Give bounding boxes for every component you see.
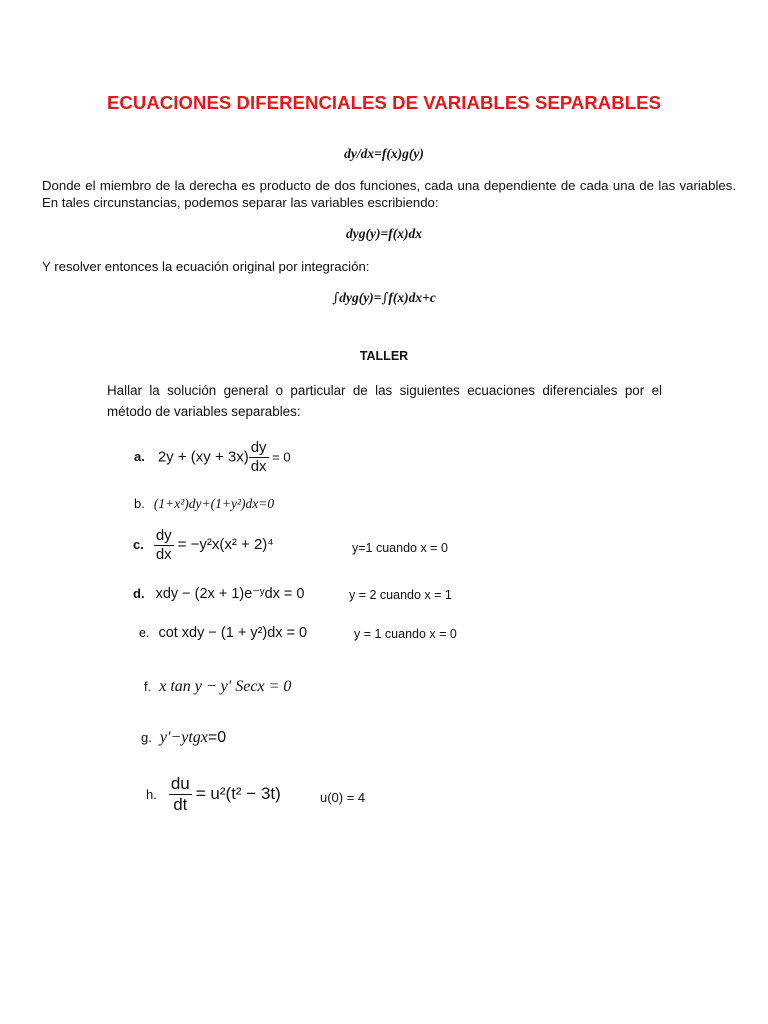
exercise-c bbox=[133, 528, 274, 563]
resolve-text: Y resolver entonces la ecuación original por integración: bbox=[42, 259, 370, 274]
exercise-h-rhs: = u²(t² − 3t) bbox=[195, 784, 281, 804]
exercise-a-rhs: = 0 bbox=[268, 449, 291, 465]
fraction-numerator: dy bbox=[250, 439, 267, 456]
exercise-g-expr: y′−ytgx bbox=[159, 729, 208, 746]
exercise-label: d. bbox=[133, 586, 145, 601]
derivative-fraction bbox=[249, 440, 269, 475]
fraction-numerator: du bbox=[170, 774, 190, 793]
exercise-label: f. bbox=[144, 679, 152, 694]
exercise-d-expr: xdy − (2x + 1)e⁻ʸdx = 0 bbox=[155, 586, 305, 602]
derivative-fraction bbox=[169, 775, 192, 814]
exercise-label: e. bbox=[139, 626, 150, 640]
exercise-c-condition: y=1 cuando x = 0 bbox=[352, 541, 448, 555]
separated-equation: dyg(y)=f(x)dx bbox=[346, 226, 422, 241]
fraction-denominator: dx bbox=[250, 457, 267, 475]
exercise-b bbox=[134, 496, 274, 512]
derivative-fraction bbox=[154, 528, 174, 563]
integral-left: dyg(y)= bbox=[339, 290, 382, 305]
exercise-f-expr: x tan y − y′ Secx = 0 bbox=[159, 678, 292, 695]
exercise-g bbox=[141, 729, 226, 747]
integral-right: f(x)dx+c bbox=[388, 290, 436, 305]
exercise-label: a. bbox=[134, 449, 145, 465]
exercise-g-tail: =0 bbox=[207, 729, 227, 746]
exercise-h-condition: u(0) = 4 bbox=[320, 790, 366, 805]
exercise-e-condition: y = 1 cuando x = 0 bbox=[354, 627, 457, 641]
page-title: ECUACIONES DIFERENCIALES DE VARIABLES SEPARABLES bbox=[106, 92, 662, 113]
instructions-paragraph: Hallar la solución general o particular de las siguientes ecuaciones diferenciales por el método de variables separables: bbox=[107, 383, 662, 419]
exercise-a bbox=[134, 440, 291, 475]
fraction-denominator: dx bbox=[155, 545, 172, 563]
intro-paragraph: Donde el miembro de la derecha es producto de dos funciones, cada una dependiente de cada una de las variables. En tales circunstancias, podemos separar las variables escribiendo: bbox=[42, 178, 736, 210]
exercise-b-expr: (1+x²)dy+(1+y²)dx=0 bbox=[153, 496, 275, 511]
integral-sign: ∫ bbox=[381, 290, 389, 306]
exercise-e-expr: cot xdy − (1 + y²)dx = 0 bbox=[158, 625, 308, 641]
exercise-label: b. bbox=[134, 496, 145, 511]
separable-form-equation: dy/dx=f(x)g(y) bbox=[344, 146, 424, 161]
fraction-denominator: dt bbox=[173, 794, 188, 814]
exercise-d-condition: y = 2 cuando x = 1 bbox=[349, 588, 452, 602]
fraction-numerator: dy bbox=[155, 527, 172, 544]
exercise-label: h. bbox=[146, 787, 157, 803]
exercise-h bbox=[146, 775, 281, 814]
exercise-d bbox=[133, 586, 305, 602]
integral-equation bbox=[0, 290, 768, 306]
exercise-c-rhs: = −y²x(x² + 2)⁴ bbox=[177, 536, 274, 554]
exercise-a-lhs: 2y + (xy + 3x) bbox=[157, 448, 249, 466]
exercise-e bbox=[139, 625, 307, 641]
integral-sign: ∫ bbox=[332, 290, 340, 306]
section-heading: TALLER bbox=[359, 349, 409, 363]
exercise-f bbox=[144, 678, 291, 696]
exercise-label: g. bbox=[141, 730, 152, 745]
exercise-label: c. bbox=[133, 537, 144, 553]
